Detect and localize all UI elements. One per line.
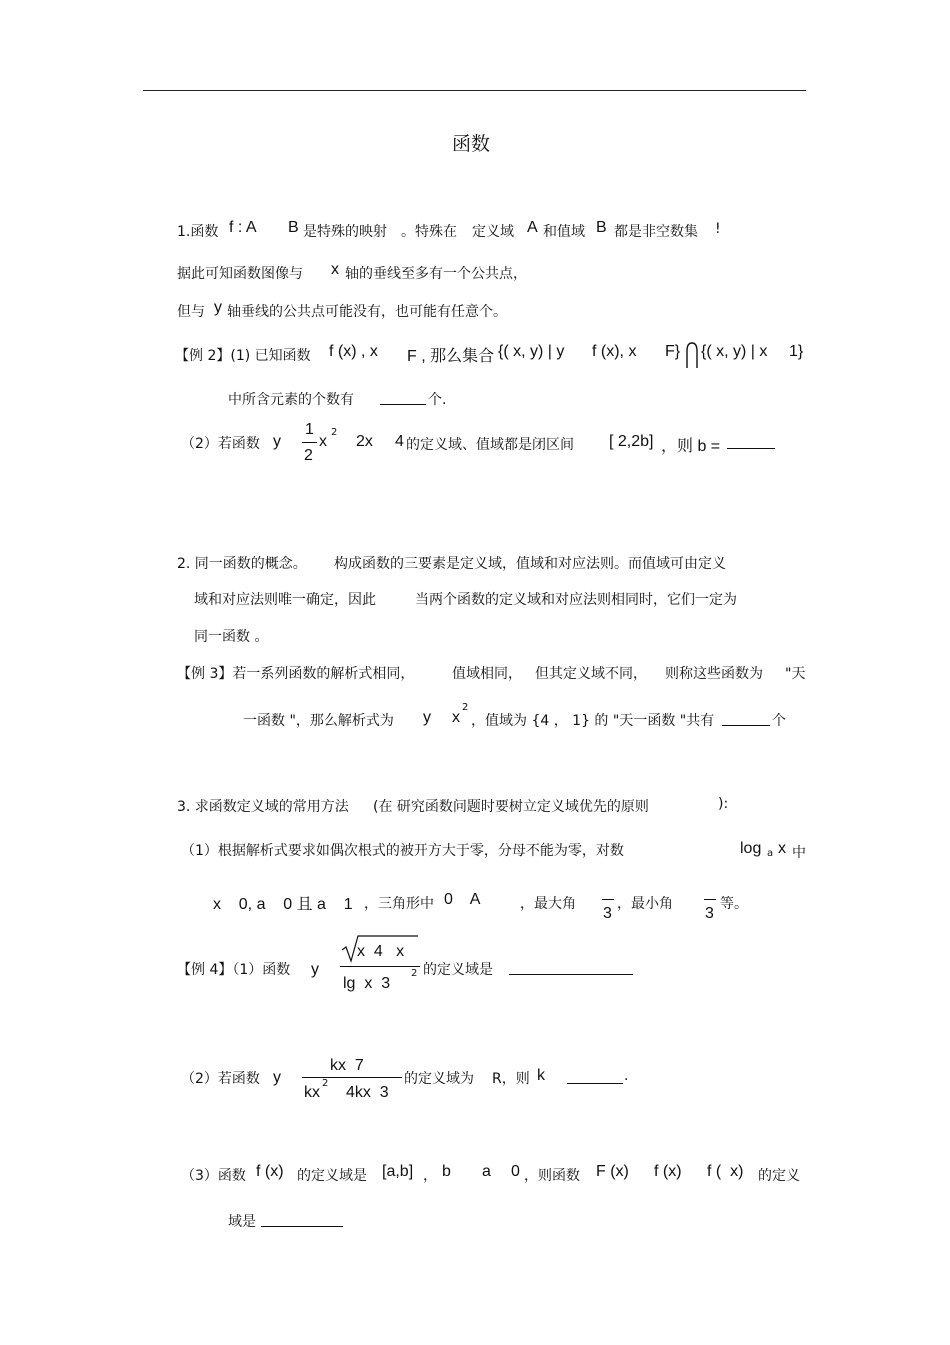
ex4-text: （2）若函数: [181, 1071, 260, 1087]
answer-blank[interactable]: [727, 434, 775, 449]
s1-text: 据此可知函数图像与: [177, 266, 303, 282]
ex2-math: F , 那么集合: [407, 348, 495, 365]
s3-math: 0 A: [444, 891, 481, 908]
ex2-math: 4: [395, 433, 404, 450]
s1-text: 。特殊在: [401, 224, 457, 240]
ex2-math: ，则 b =: [661, 438, 721, 455]
ex4-math: b: [442, 1163, 451, 1180]
fraction-denominator: 4kx 3: [346, 1084, 389, 1101]
ex2-text: 中所含元素的个数有: [228, 392, 354, 408]
ex4-text: .: [624, 1068, 629, 1084]
s3-math: log: [740, 840, 762, 857]
ex2-math: [ 2,2b]: [609, 433, 654, 450]
ex4-math: F (x): [596, 1163, 629, 1180]
answer-blank[interactable]: [567, 1069, 623, 1084]
s1-text: 和值域: [543, 224, 585, 240]
header-rule: [143, 90, 806, 91]
s3-text: 3. 求函数定义域的常用方法: [177, 799, 349, 815]
answer-blank[interactable]: [261, 1212, 343, 1227]
ex4-text: 的定义域是: [297, 1168, 367, 1184]
fraction-bar: [340, 966, 420, 967]
s1-text: 但与: [177, 304, 205, 320]
s3-text: ，最大角: [520, 896, 576, 912]
ex4-math: f (x): [256, 1163, 284, 1180]
fraction-denominator: lg x 3: [343, 975, 391, 992]
ex2-math: y: [273, 433, 281, 450]
ex3-text: "天: [785, 666, 806, 682]
ex4-math: f ( x): [707, 1163, 744, 1180]
ex2-text: （2）若函数: [181, 436, 260, 452]
ex4-math: f (x): [654, 1163, 682, 1180]
subscript: a: [767, 848, 774, 859]
ex4-text: ，则函数: [524, 1168, 580, 1184]
ex4-math: [a,b]: [382, 1163, 414, 1180]
s1-math: y: [214, 299, 222, 316]
s1-text: 是特殊的映射: [303, 224, 387, 240]
ex4-text: （3）函数: [181, 1168, 246, 1184]
s3-math: x 0, a 0 且 a 1: [213, 896, 353, 913]
ex3-text: 值域相同，: [452, 666, 522, 682]
ex4-math: k: [537, 1067, 545, 1084]
ex2-math: 1}: [789, 343, 804, 360]
ex4-text: 的定义: [758, 1168, 800, 1184]
fraction-numerator: 1: [305, 421, 314, 438]
ex4-text: 的定义域是: [423, 962, 493, 978]
ex4-text: 的定义域为: [404, 1071, 474, 1087]
ex2-text: 个.: [428, 392, 447, 408]
s3-text: 中: [792, 845, 806, 861]
intersection-symbol: [684, 341, 700, 369]
s2-text: 2. 同一函数的概念。: [177, 556, 307, 572]
s1-text: !: [715, 221, 721, 237]
superscript: 2: [411, 968, 418, 979]
ex3-text: 一函数 "，那么解析式为: [243, 713, 394, 729]
s1-text: 轴的垂线至多有一个公共点，: [345, 266, 527, 282]
s3-text: ，最小角: [617, 896, 673, 912]
s1-text: 定义域: [472, 224, 514, 240]
ex4-math: a: [482, 1163, 491, 1180]
answer-blank[interactable]: [380, 390, 426, 405]
ex4-text: ，: [423, 1168, 437, 1184]
answer-blank[interactable]: [509, 960, 633, 975]
superscript: 2: [331, 427, 338, 438]
s2-text: 域和对应法则唯一确定，因此: [194, 592, 376, 608]
fraction-denominator: 3: [603, 905, 612, 922]
ex2-math: x: [319, 433, 327, 450]
fraction-denominator: kx: [304, 1084, 320, 1101]
s3-text: ，三角形中: [364, 896, 434, 912]
ex2-math: {( x, y) | x: [701, 343, 768, 360]
s1-math: B: [596, 219, 607, 236]
fraction-numerator: kx 7: [330, 1057, 364, 1074]
ex3-text: 【例 3】若一系列函数的解析式相同，: [177, 666, 415, 682]
s3-text: (在 研究函数问题时要树立定义域优先的原则: [373, 799, 649, 815]
page-title: 函数: [452, 133, 491, 155]
ex2-math: f (x) , x: [329, 343, 378, 360]
ex4-text: R，则: [492, 1071, 530, 1087]
s3-math: x: [778, 840, 786, 857]
ex2-math: f (x), x: [592, 343, 637, 360]
s1-math: f : A: [229, 219, 257, 236]
ex4-math: y: [273, 1069, 281, 1086]
ex3-math: x: [452, 709, 460, 726]
fraction-denominator: 2: [304, 447, 313, 464]
ex2-math: 2x: [356, 433, 373, 450]
ex3-text: 但其定义域不同，: [535, 666, 647, 682]
s3-text: 等。: [720, 896, 748, 912]
s1-math: A: [527, 219, 538, 236]
ex3-text: 则称这些函数为: [665, 666, 763, 682]
ex3-math: y: [423, 709, 431, 726]
superscript: 2: [462, 702, 469, 713]
s2-text: 同一函数 。: [194, 629, 269, 645]
superscript: 2: [322, 1078, 329, 1089]
s1-math: x: [331, 261, 339, 278]
ex4-text: 【例 4】（1）函数: [177, 962, 291, 978]
ex4-math: 0: [511, 1163, 520, 1180]
fraction-bar: [302, 1077, 402, 1078]
s2-text: 构成函数的三要素是定义域，值域和对应法则。而值域可由定义: [334, 556, 726, 572]
answer-blank[interactable]: [722, 711, 770, 726]
ex3-text: 个: [772, 713, 786, 729]
ex3-text: ，值域为 {4 ， 1} 的 "天一函数 "共有: [471, 713, 715, 729]
ex2-text: 【例 2】(1) 已知函数: [175, 348, 311, 364]
fraction-bar: [602, 899, 614, 900]
fraction-bar: [302, 442, 317, 443]
s3-text: ):: [718, 796, 729, 812]
fraction-denominator: 3: [705, 905, 714, 922]
s1-text: 轴垂线的公共点可能没有，也可能有任意个。: [227, 304, 507, 320]
ex2-math: F}: [665, 343, 681, 360]
s1-text: 1.函数: [177, 224, 219, 240]
ex4-text: 域是: [228, 1214, 256, 1230]
fraction-numerator: x 4 x: [357, 943, 405, 960]
ex2-text: 的定义域、值域都是闭区间: [406, 437, 574, 453]
ex4-math: y: [311, 961, 319, 978]
s1-math: B: [288, 219, 299, 236]
ex2-math: {( x, y) | y: [498, 343, 565, 360]
fraction-bar: [704, 899, 716, 900]
s3-text: （1）根据解析式要求如偶次根式的被开方大于零，分母不能为零，对数: [181, 843, 624, 859]
s2-text: 当两个函数的定义域和对应法则相同时，它们一定为: [415, 592, 737, 608]
s1-text: 都是非空数集: [614, 224, 698, 240]
